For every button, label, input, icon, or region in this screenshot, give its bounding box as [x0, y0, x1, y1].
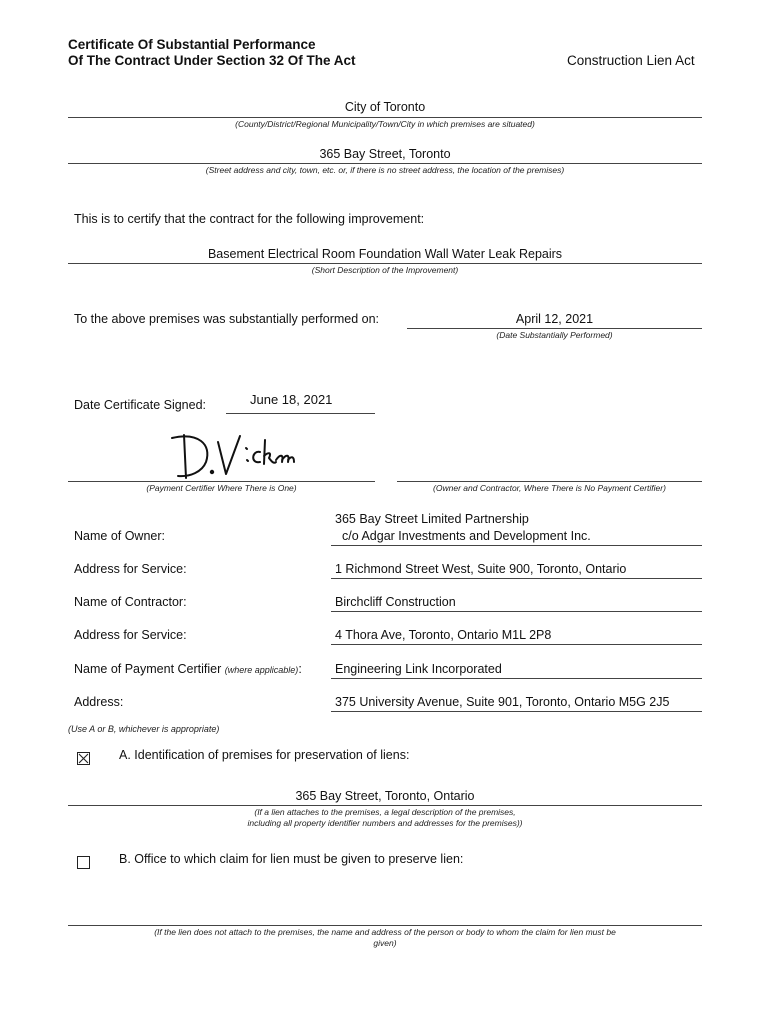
improvement-value: Basement Electrical Room Foundation Wall Water Leak Repairs: [207, 247, 563, 261]
owner-label: Name of Owner:: [74, 529, 166, 543]
municipality-line: [68, 117, 702, 118]
contractor-address-label: Address for Service:: [74, 628, 187, 642]
owner-signature-caption: (Owner and Contractor, Where There is No Payment Certifier): [433, 483, 666, 493]
municipality-caption: (County/District/Regional Municipality/Town/City in which premises are situated): [235, 119, 535, 129]
signed-label: Date Certificate Signed:: [74, 398, 207, 412]
substantial-date: April 12, 2021: [515, 312, 594, 326]
improvement-caption: (Short Description of the Improvement): [311, 265, 459, 275]
option-b-caption-line1: (If the lien does not attach to the premises, the name and address of the person or body to whom the claim for lien must be: [154, 927, 616, 937]
option-b-label: B. Office to which claim for lien must be given to preserve lien:: [119, 852, 464, 866]
substantial-caption: (Date Substantially Performed): [496, 330, 613, 340]
substantial-line: [407, 328, 702, 329]
option-b-checkbox[interactable]: [77, 856, 90, 869]
payment-certifier-label-text: Name of Payment Certifier: [74, 662, 222, 676]
owner-address-label: Address for Service:: [74, 562, 187, 576]
checkbox-x-icon: [78, 753, 89, 764]
option-a-line: [68, 805, 702, 806]
street-caption: (Street address and city, town, etc. or, if there is no street address, the location of the premises): [205, 165, 565, 175]
owner-line: [331, 545, 702, 546]
signed-line: [226, 413, 375, 414]
payment-certifier-line: [331, 678, 702, 679]
option-b-line: [68, 925, 702, 926]
street-line: [68, 163, 702, 164]
payment-certifier-name: Engineering Link Incorporated: [335, 662, 502, 676]
form-title-line1: Certificate Of Substantial Performance: [68, 37, 316, 52]
owner-address-line: [331, 578, 702, 579]
certifier-address-label: Address:: [74, 695, 124, 709]
owner-name-line1: 365 Bay Street Limited Partnership: [335, 512, 529, 526]
signature: [168, 430, 298, 487]
street-value: 365 Bay Street, Toronto: [319, 147, 451, 161]
improvement-line: [68, 263, 702, 264]
option-b-caption-line2: given): [373, 938, 397, 948]
certifier-signature-line: [68, 481, 375, 482]
municipality-value: City of Toronto: [344, 100, 426, 114]
use-a-or-b-note: (Use A or B, whichever is appropriate): [68, 724, 220, 734]
payment-certifier-label: [74, 662, 302, 676]
payment-certifier-colon: :: [298, 662, 302, 676]
certifier-signature-caption: (Payment Certifier Where There is One): [146, 483, 297, 493]
owner-signature-line: [397, 481, 702, 482]
option-a-caption-line1: (If a lien attaches to the premises, a legal description of the premises,: [254, 807, 516, 817]
option-a-value: 365 Bay Street, Toronto, Ontario: [295, 789, 475, 803]
certify-statement: This is to certify that the contract for the following improvement:: [74, 212, 425, 226]
owner-name-line2: c/o Adgar Investments and Development Inc.: [342, 529, 591, 543]
option-a-label: A. Identification of premises for preservation of liens:: [119, 748, 410, 762]
form-title-line2: Of The Contract Under Section 32 Of The Act: [68, 53, 356, 68]
contractor-line: [331, 611, 702, 612]
contractor-address: 4 Thora Ave, Toronto, Ontario M1L 2P8: [335, 628, 552, 642]
contractor-label: Name of Contractor:: [74, 595, 187, 609]
contractor-name: Birchcliff Construction: [335, 595, 456, 609]
contractor-address-line: [331, 644, 702, 645]
option-a-checkbox[interactable]: [77, 752, 90, 765]
certifier-address: 375 University Avenue, Suite 901, Toronto, Ontario M5G 2J5: [335, 695, 670, 709]
payment-certifier-note: (where applicable): [224, 665, 299, 675]
owner-address: 1 Richmond Street West, Suite 900, Toronto, Ontario: [335, 562, 627, 576]
substantial-label: To the above premises was substantially performed on:: [74, 312, 380, 326]
option-a-caption-line2: including all property identifier numbers and addresses for the premises)): [247, 818, 523, 828]
signed-date: June 18, 2021: [250, 392, 333, 407]
certifier-address-line: [331, 711, 702, 712]
act-name: Construction Lien Act: [567, 53, 695, 68]
